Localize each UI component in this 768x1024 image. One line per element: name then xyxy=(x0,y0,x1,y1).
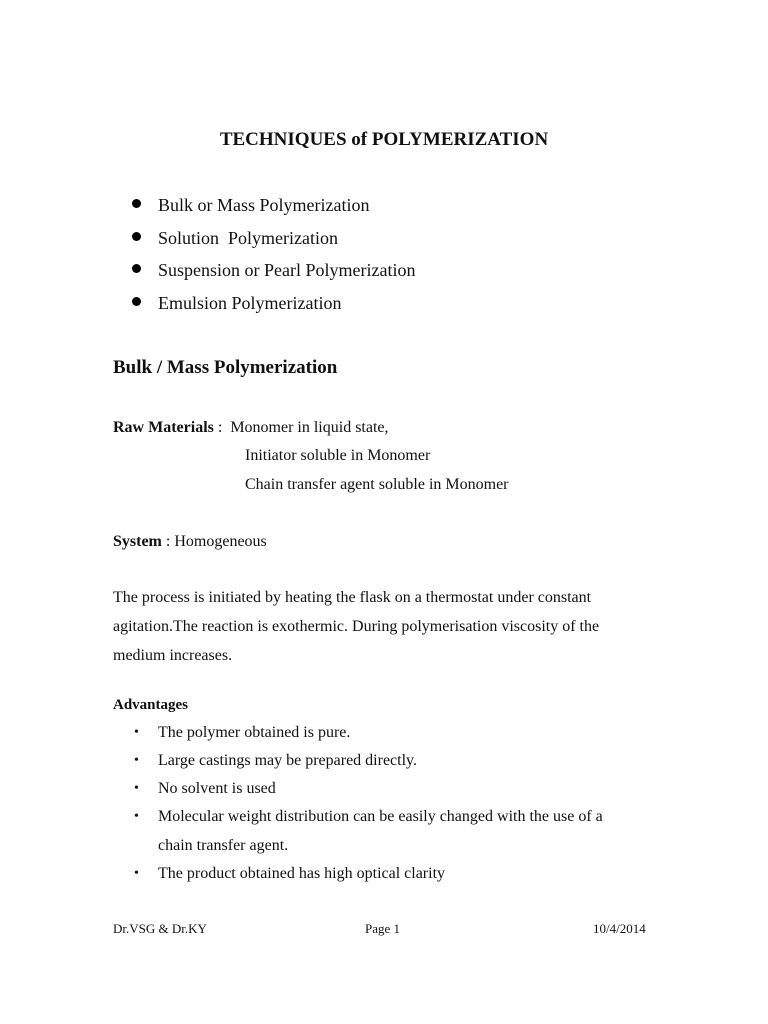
bullet-icon xyxy=(132,297,141,306)
technique-label: Bulk or Mass Polymerization xyxy=(158,195,370,215)
bullet-icon: • xyxy=(134,866,139,881)
bullet-icon: • xyxy=(134,725,139,740)
list-item xyxy=(132,193,415,226)
system-row xyxy=(113,532,267,552)
footer-authors: Dr.VSG & Dr.KY xyxy=(113,921,207,936)
advantage-text-continued: chain transfer agent. xyxy=(158,837,289,854)
list-item xyxy=(134,723,674,743)
techniques-list xyxy=(132,193,415,323)
bullet-icon xyxy=(132,232,141,241)
paragraph-line: agitation.The reaction is exothermic. During polymerisation viscosity of the xyxy=(113,618,600,635)
system-value: Homogeneous xyxy=(174,533,267,550)
system-label: System xyxy=(113,533,162,550)
bullet-icon xyxy=(132,264,141,273)
technique-label: Emulsion Polymerization xyxy=(158,292,342,313)
bullet-icon: • xyxy=(134,781,139,796)
technique-label: Solution Polymerization xyxy=(158,227,338,248)
list-item xyxy=(132,226,415,259)
list-item xyxy=(134,779,674,799)
list-item xyxy=(134,807,674,856)
raw-materials-label: Raw Materials xyxy=(113,419,214,436)
technique-label: Suspension or Pearl Polymerization xyxy=(158,260,416,280)
list-item xyxy=(134,864,674,884)
footer-date: 10/4/2014 xyxy=(593,921,646,936)
paragraph-line: The process is initiated by heating the flask on a thermostat under constant xyxy=(113,589,592,606)
raw-materials-separator: : xyxy=(213,419,231,436)
raw-material-item: Chain transfer agent soluble in Monomer xyxy=(245,476,509,493)
raw-materials-row xyxy=(113,418,389,438)
bullet-icon: • xyxy=(134,809,139,824)
advantage-text: The polymer obtained is pure. xyxy=(158,724,351,741)
list-item xyxy=(132,258,415,291)
advantage-text: The product obtained has high optical clarity xyxy=(158,865,446,882)
page-title: TECHNIQUES of POLYMERIZATION xyxy=(219,129,549,150)
system-separator: : xyxy=(161,533,175,550)
advantage-text: No solvent is used xyxy=(158,780,276,797)
paragraph-line: medium increases. xyxy=(113,647,233,664)
raw-material-item: Initiator soluble in Monomer xyxy=(245,447,431,464)
advantages-heading: Advantages xyxy=(113,697,189,713)
footer-page-number: Page 1 xyxy=(365,921,401,936)
advantage-text: Molecular weight distribution can be easily changed with the use of a xyxy=(158,808,603,825)
bullet-icon: • xyxy=(134,753,139,768)
list-item xyxy=(134,751,674,771)
advantages-list xyxy=(134,723,674,892)
section-heading: Bulk / Mass Polymerization xyxy=(113,357,338,378)
raw-material-item: Monomer in liquid state, xyxy=(230,419,389,436)
process-paragraph xyxy=(113,588,673,675)
advantage-text: Large castings may be prepared directly. xyxy=(158,752,417,769)
bullet-icon xyxy=(132,199,141,208)
list-item xyxy=(132,291,415,324)
